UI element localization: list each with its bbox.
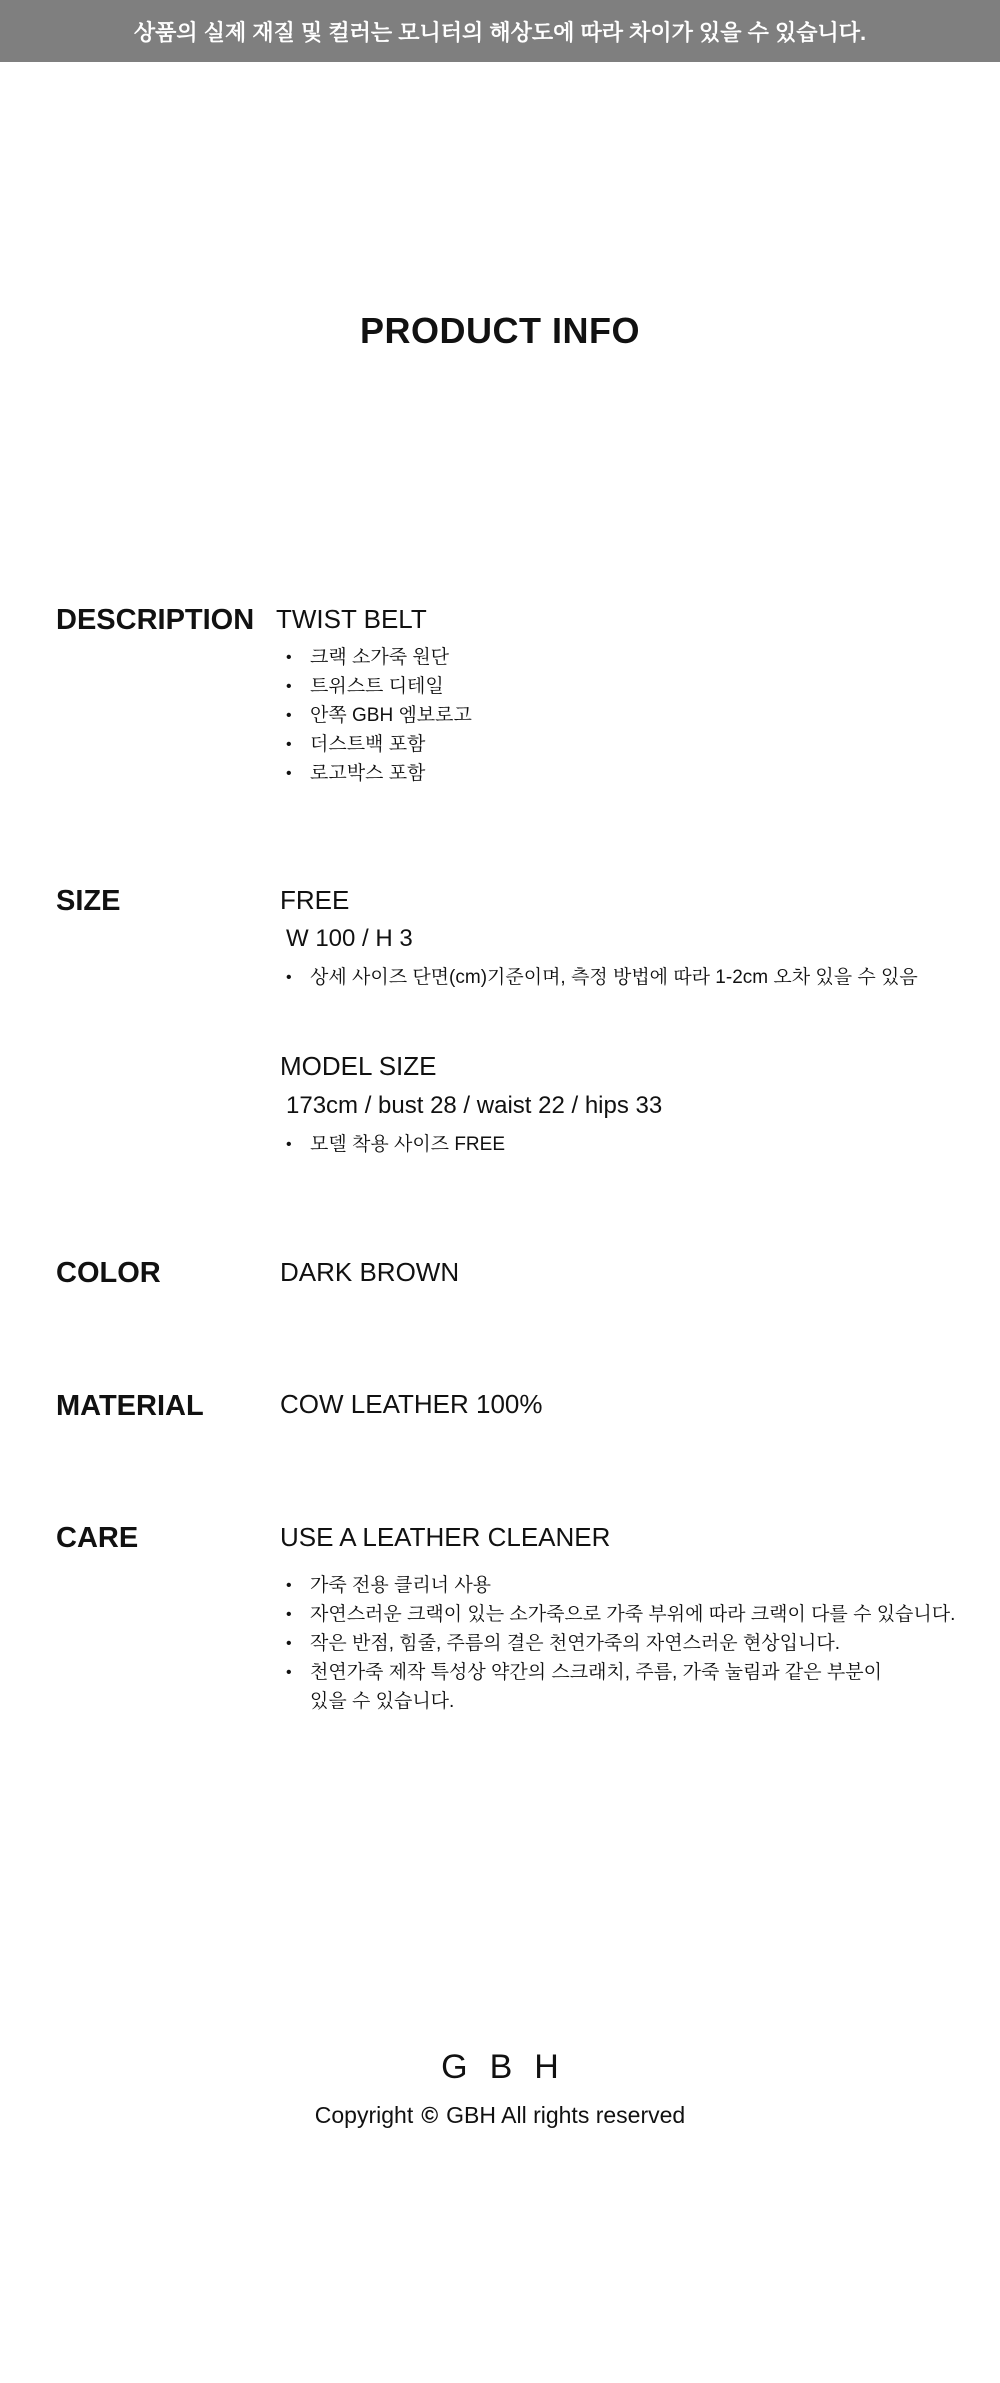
- copyright-icon: ©: [421, 2102, 439, 2128]
- care-label: CARE: [56, 1522, 139, 1554]
- page-title: PRODUCT INFO: [360, 310, 640, 351]
- material-label: MATERIAL: [56, 1390, 204, 1422]
- list-item: • 가죽 전용 클리너 사용: [280, 1571, 955, 1600]
- care-bullets: [280, 1571, 955, 1716]
- copyright-prefix: Copyright: [314, 2102, 414, 2128]
- list-item-text: 천연가죽 제작 특성상 약간의 스크래치, 주름, 가죽 눌림과 같은 부분이: [310, 1662, 882, 1683]
- list-item: • 크랙 소가죽 원단: [280, 643, 472, 672]
- size-bullets: [280, 963, 918, 992]
- list-item: • 로고박스 포함: [280, 759, 472, 788]
- size-heading: FREE: [280, 885, 350, 915]
- list-item: • 모델 착용 사이즈 FREE: [280, 1130, 505, 1159]
- size-measure: W 100 / H 3: [286, 925, 413, 952]
- list-item: [280, 1658, 955, 1716]
- material-value: COW LEATHER 100%: [280, 1389, 543, 1419]
- color-value: DARK BROWN: [280, 1257, 460, 1287]
- model-size-bullets: [280, 1130, 505, 1159]
- notice-text: 상품의 실제 재질 및 컬러는 모니터의 해상도에 따라 차이가 있을 수 있습니다.: [133, 19, 867, 45]
- list-item: • 안쪽 GBH 엠보로고: [280, 701, 472, 730]
- list-item-continuation: 있을 수 있습니다.: [310, 1691, 455, 1712]
- list-item: • 트위스트 디테일: [280, 672, 472, 701]
- description-label: DESCRIPTION: [56, 604, 255, 636]
- copyright: [0, 2102, 1000, 2129]
- list-item: • 작은 반점, 힘줄, 주름의 결은 천연가죽의 자연스러운 현상입니다.: [280, 1629, 955, 1658]
- brand-logo: GBH: [441, 2048, 581, 2086]
- copyright-suffix: GBH All rights reserved: [446, 2102, 686, 2128]
- notice-banner: [0, 0, 1000, 62]
- model-size-heading: MODEL SIZE: [280, 1051, 437, 1081]
- list-item: • 더스트백 포함: [280, 730, 472, 759]
- color-label: COLOR: [56, 1257, 161, 1289]
- description-bullets: [280, 643, 472, 788]
- care-heading: USE A LEATHER CLEANER: [280, 1522, 611, 1552]
- description-heading: TWIST BELT: [276, 604, 427, 634]
- list-item: • 상세 사이즈 단면(cm)기준이며, 측정 방법에 따라 1-2cm 오차 있을 수 있음: [280, 963, 918, 992]
- list-item: • 자연스러운 크랙이 있는 소가죽으로 가죽 부위에 따라 크랙이 다를 수 있습니다.: [280, 1600, 955, 1629]
- model-size-measure: 173cm / bust 28 / waist 22 / hips 33: [286, 1092, 663, 1119]
- size-label: SIZE: [56, 885, 121, 917]
